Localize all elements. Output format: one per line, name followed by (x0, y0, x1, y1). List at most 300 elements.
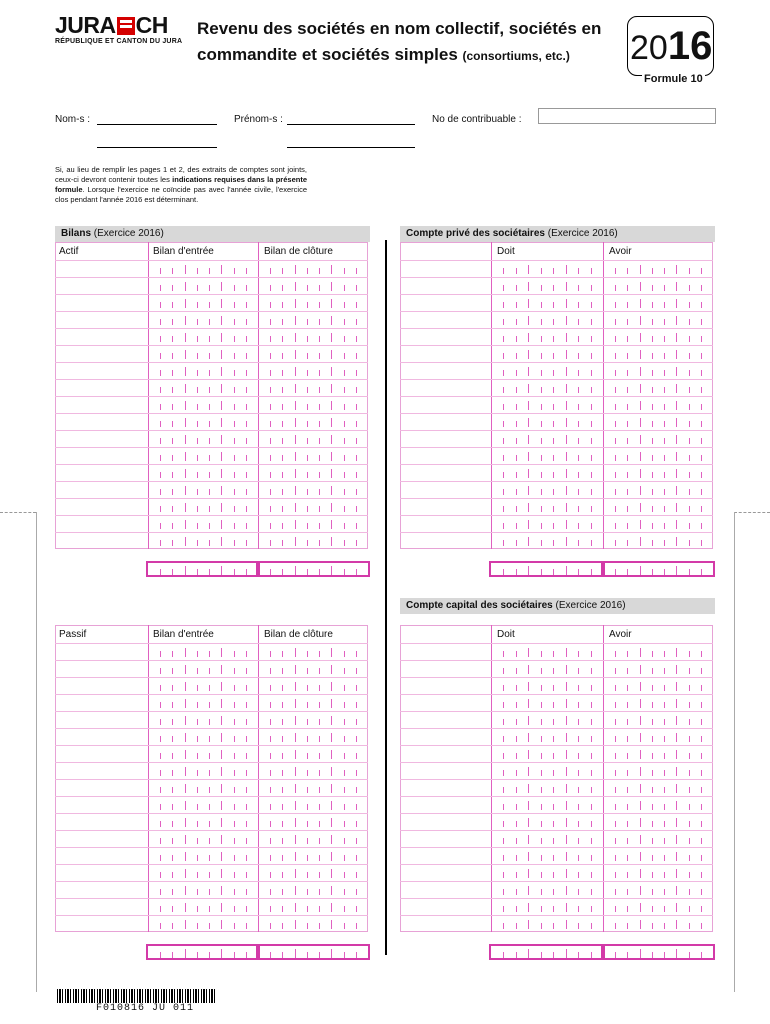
capital-table-amount-cell-1[interactable] (491, 779, 603, 796)
prive-table-label-cell[interactable] (400, 464, 491, 481)
capital-table-label-cell[interactable] (400, 813, 491, 830)
prive-table-amount-cell-2[interactable] (603, 328, 713, 345)
actif-table-tick (185, 503, 186, 512)
actif-table-amount-cell-2[interactable] (258, 532, 368, 549)
capital-table-tick (578, 668, 579, 674)
fold-line-left (36, 512, 37, 992)
prive-table-tick (640, 265, 641, 274)
actif-table-label-cell[interactable] (55, 294, 148, 311)
prive-table-tick (627, 523, 628, 529)
passif-table-label-cell[interactable] (55, 898, 148, 915)
passif-table-amount-cell-2[interactable] (258, 830, 368, 847)
passif-table-total-2[interactable] (258, 944, 370, 960)
passif-table-label-cell[interactable] (55, 660, 148, 677)
actif-table-amount-cell-1[interactable] (148, 413, 258, 430)
actif-table-label-cell[interactable] (55, 396, 148, 413)
capital-table-tick (578, 702, 579, 708)
actif-table-label-cell[interactable] (55, 430, 148, 447)
capital-table-amount-cell-2[interactable] (603, 898, 713, 915)
actif-table-tick (307, 489, 308, 495)
passif-table-amount-cell-1[interactable] (148, 660, 258, 677)
passif-table-amount-cell-2[interactable] (258, 796, 368, 813)
actif-table-label-cell[interactable] (55, 362, 148, 379)
capital-table-amount-cell-2[interactable] (603, 864, 713, 881)
prive-table-amount-cell-2[interactable] (603, 277, 713, 294)
prive-table-tick (566, 452, 567, 461)
actif-table-tick (282, 285, 283, 291)
passif-table-amount-cell-1[interactable] (148, 745, 258, 762)
prive-table-amount-cell-1[interactable] (491, 379, 603, 396)
actif-table-amount-cell-2[interactable] (258, 362, 368, 379)
prive-table-amount-cell-2[interactable] (603, 515, 713, 532)
capital-table-tick (676, 733, 677, 742)
actif-table-tick (295, 520, 296, 529)
prive-table-label-cell[interactable] (400, 328, 491, 345)
passif-table-amount-cell-1[interactable] (148, 813, 258, 830)
passif-table-tick (307, 804, 308, 810)
passif-table-tick (185, 835, 186, 844)
passif-table-tick (270, 787, 271, 793)
passif-table-tick (172, 804, 173, 810)
prive-table-tick (615, 523, 616, 529)
passif-table-label-cell[interactable] (55, 864, 148, 881)
capital-table-amount-cell-2[interactable] (603, 779, 713, 796)
passif-table-label-cell[interactable] (55, 915, 148, 932)
passif-table-label-cell[interactable] (55, 779, 148, 796)
capital-table-amount-cell-2[interactable] (603, 762, 713, 779)
capital-table-tick (566, 869, 567, 878)
passif-table-amount-cell-2[interactable] (258, 898, 368, 915)
prive-table-amount-cell-2[interactable] (603, 447, 713, 464)
passif-table-amount-cell-1[interactable] (148, 915, 258, 932)
prive-table-amount-cell-2[interactable] (603, 294, 713, 311)
actif-table-label-cell[interactable] (55, 277, 148, 294)
capital-table-amount-cell-2[interactable] (603, 813, 713, 830)
prive-table-amount-cell-2[interactable] (603, 481, 713, 498)
passif-table-label-cell[interactable] (55, 830, 148, 847)
prive-table-amount-cell-2[interactable] (603, 413, 713, 430)
capital-table-amount-cell-2[interactable] (603, 643, 713, 660)
passif-table-amount-cell-1[interactable] (148, 847, 258, 864)
passif-table-tick (282, 906, 283, 912)
actif-table-label-cell[interactable] (55, 515, 148, 532)
prive-table-label-cell[interactable] (400, 413, 491, 430)
fold-mark-left (0, 512, 36, 513)
capital-table-amount-cell-2[interactable] (603, 830, 713, 847)
passif-table-amount-cell-1[interactable] (148, 677, 258, 694)
prive-table-tick (553, 489, 554, 495)
prive-table-label-cell[interactable] (400, 430, 491, 447)
capital-table-tick (615, 787, 616, 793)
center-separator (385, 240, 387, 955)
actif-table-label-cell[interactable] (55, 345, 148, 362)
prive-table-label-cell[interactable] (400, 260, 491, 277)
prive-table-label-cell[interactable] (400, 311, 491, 328)
prive-table-amount-cell-1[interactable] (491, 328, 603, 345)
passif-table-tick (160, 838, 161, 844)
capital-table-amount-cell-1[interactable] (491, 711, 603, 728)
actif-table-total-1[interactable] (146, 561, 258, 577)
prive-table-label-cell[interactable] (400, 396, 491, 413)
actif-table-tick (331, 469, 332, 478)
passif-table-amount-cell-2[interactable] (258, 711, 368, 728)
prive-table-label-cell[interactable] (400, 277, 491, 294)
prive-table-label-cell[interactable] (400, 515, 491, 532)
passif-table-amount-cell-1[interactable] (148, 898, 258, 915)
prive-table-total-2[interactable] (603, 561, 715, 577)
actif-table-amount-cell-2[interactable] (258, 294, 368, 311)
prive-table-label-cell[interactable] (400, 498, 491, 515)
capital-table-amount-cell-2[interactable] (603, 660, 713, 677)
passif-table-label-cell[interactable] (55, 643, 148, 660)
passif-table-amount-cell-2[interactable] (258, 881, 368, 898)
capital-table-amount-cell-1[interactable] (491, 864, 603, 881)
capital-table-amount-cell-1[interactable] (491, 881, 603, 898)
actif-table-amount-cell-2[interactable] (258, 260, 368, 277)
actif-table-label-cell[interactable] (55, 481, 148, 498)
capital-table-tick (541, 719, 542, 725)
prive-table-amount-cell-1[interactable] (491, 311, 603, 328)
prive-table-amount-cell-1[interactable] (491, 532, 603, 549)
passif-table-label-cell[interactable] (55, 796, 148, 813)
capital-table-label-cell[interactable] (400, 830, 491, 847)
passif-table-amount-cell-2[interactable] (258, 643, 368, 660)
prive-table-amount-cell-2[interactable] (603, 362, 713, 379)
actif-table-label-cell[interactable] (55, 379, 148, 396)
actif-table-amount-cell-2[interactable] (258, 277, 368, 294)
prive-table-amount-cell-2[interactable] (603, 379, 713, 396)
compte-prive-title: Compte privé des sociétaires (406, 228, 545, 239)
actif-table-amount-cell-1[interactable] (148, 447, 258, 464)
passif-table-tick (356, 889, 357, 895)
prive-table-label-cell[interactable] (400, 447, 491, 464)
capital-table-label-cell[interactable] (400, 898, 491, 915)
prive-table-amount-cell-1[interactable] (491, 430, 603, 447)
actif-table-amount-cell-1[interactable] (148, 345, 258, 362)
actif-table-amount-cell-1[interactable] (148, 481, 258, 498)
actif-table-amount-cell-1[interactable] (148, 515, 258, 532)
prive-table-tick (541, 455, 542, 461)
nom-field-2[interactable] (97, 147, 217, 148)
actif-table-label-cell[interactable] (55, 260, 148, 277)
capital-table-amount-cell-1[interactable] (491, 898, 603, 915)
passif-table-amount-cell-1[interactable] (148, 864, 258, 881)
passif-table-tick (197, 838, 198, 844)
prive-table-amount-cell-1[interactable] (491, 396, 603, 413)
capital-table-amount-cell-2[interactable] (603, 796, 713, 813)
actif-table-total-2[interactable] (258, 561, 370, 577)
compte-capital-header (400, 598, 715, 614)
passif-table-label-cell[interactable] (55, 813, 148, 830)
capital-table-tick (627, 855, 628, 861)
passif-table-label-cell[interactable] (55, 728, 148, 745)
passif-table-amount-cell-2[interactable] (258, 779, 368, 796)
capital-table-label-cell[interactable] (400, 864, 491, 881)
capital-table-label-cell[interactable] (400, 796, 491, 813)
passif-table-amount-cell-2[interactable] (258, 728, 368, 745)
capital-table-amount-cell-2[interactable] (603, 694, 713, 711)
actif-table-label-cell[interactable] (55, 447, 148, 464)
prive-table-amount-cell-2[interactable] (603, 260, 713, 277)
actif-table-amount-cell-2[interactable] (258, 396, 368, 413)
capital-table-tick (553, 872, 554, 878)
passif-table-amount-cell-2[interactable] (258, 677, 368, 694)
capital-table-label-cell[interactable] (400, 915, 491, 932)
actif-table-tick (160, 455, 161, 461)
capital-table-amount-cell-1[interactable] (491, 796, 603, 813)
actif-table-amount-cell-1[interactable] (148, 464, 258, 481)
prive-table-label-cell[interactable] (400, 345, 491, 362)
passif-table-amount-cell-1[interactable] (148, 762, 258, 779)
capital-table-tick (652, 685, 653, 691)
actif-table-tick (209, 285, 210, 291)
actif-table-amount-cell-1[interactable] (148, 430, 258, 447)
actif-table-amount-cell-1[interactable] (148, 311, 258, 328)
passif-table-amount-cell-2[interactable] (258, 847, 368, 864)
capital-table-amount-cell-2[interactable] (603, 745, 713, 762)
prive-table-label-cell[interactable] (400, 379, 491, 396)
prive-table-label-cell[interactable] (400, 532, 491, 549)
prive-table-label-cell[interactable] (400, 362, 491, 379)
passif-table-amount-cell-1[interactable] (148, 694, 258, 711)
passif-table-tick (295, 699, 296, 708)
passif-table-label-cell[interactable] (55, 711, 148, 728)
prive-table-amount-cell-1[interactable] (491, 277, 603, 294)
capital-table-amount-cell-2[interactable] (603, 728, 713, 745)
actif-table-amount-cell-1[interactable] (148, 396, 258, 413)
capital-table-total-2[interactable] (603, 944, 715, 960)
passif-table-tick (172, 787, 173, 793)
actif-table-tick (209, 370, 210, 376)
passif-table-tick (356, 821, 357, 827)
actif-table-tick (344, 540, 345, 546)
actif-table-label-cell[interactable] (55, 464, 148, 481)
prive-table-tick (578, 506, 579, 512)
capital-table-label-cell[interactable] (400, 762, 491, 779)
passif-table-tick (307, 821, 308, 827)
capital-table-total-1[interactable] (489, 944, 603, 960)
capital-table-label-cell[interactable] (400, 677, 491, 694)
capital-table-amount-cell-1[interactable] (491, 915, 603, 932)
capital-table-label-cell[interactable] (400, 728, 491, 745)
actif-table-tick (185, 452, 186, 461)
capital-table-amount-cell-1[interactable] (491, 830, 603, 847)
passif-table-tick (282, 702, 283, 708)
passif-table-tick (307, 889, 308, 895)
passif-table-amount-cell-1[interactable] (148, 711, 258, 728)
capital-table-amount-cell-2[interactable] (603, 881, 713, 898)
capital-table-label-cell[interactable] (400, 745, 491, 762)
prive-table-amount-cell-2[interactable] (603, 396, 713, 413)
capital-table-label-cell[interactable] (400, 881, 491, 898)
passif-table-label-cell[interactable] (55, 745, 148, 762)
capital-table-total-tick (578, 952, 579, 958)
passif-table-total-1[interactable] (146, 944, 258, 960)
passif-table-amount-cell-1[interactable] (148, 796, 258, 813)
actif-table-amount-cell-2[interactable] (258, 345, 368, 362)
capital-table-tick (664, 889, 665, 895)
capital-table-amount-cell-1[interactable] (491, 745, 603, 762)
capital-table-amount-cell-2[interactable] (603, 847, 713, 864)
actif-table-tick (319, 387, 320, 393)
actif-table-amount-cell-2[interactable] (258, 481, 368, 498)
passif-table-amount-cell-2[interactable] (258, 864, 368, 881)
actif-table-amount-cell-2[interactable] (258, 498, 368, 515)
passif-table-tick (209, 736, 210, 742)
capital-table-label-cell[interactable] (400, 694, 491, 711)
prive-table-tick (640, 503, 641, 512)
actif-table-tick (344, 285, 345, 291)
capital-table-amount-cell-1[interactable] (491, 762, 603, 779)
prive-table-amount-cell-1[interactable] (491, 498, 603, 515)
prive-table-amount-cell-1[interactable] (491, 413, 603, 430)
prive-table-amount-cell-2[interactable] (603, 464, 713, 481)
passif-table-amount-cell-2[interactable] (258, 694, 368, 711)
prive-table-label-cell[interactable] (400, 294, 491, 311)
passif-table-amount-cell-1[interactable] (148, 779, 258, 796)
passif-table-amount-cell-1[interactable] (148, 643, 258, 660)
prive-table-amount-cell-2[interactable] (603, 311, 713, 328)
capital-table-amount-cell-1[interactable] (491, 847, 603, 864)
prive-table-amount-cell-2[interactable] (603, 532, 713, 549)
actif-table-tick (270, 421, 271, 427)
capital-table-tick (528, 682, 529, 691)
passif-table-tick (270, 668, 271, 674)
prive-table-amount-cell-1[interactable] (491, 294, 603, 311)
capital-table-label-cell[interactable] (400, 711, 491, 728)
actif-table-amount-cell-1[interactable] (148, 294, 258, 311)
capital-table-tick (689, 838, 690, 844)
capital-table-tick (615, 838, 616, 844)
capital-table-amount-cell-2[interactable] (603, 711, 713, 728)
actif-table-tick (197, 438, 198, 444)
actif-table-tick (270, 268, 271, 274)
capital-table-label-cell[interactable] (400, 847, 491, 864)
prive-table-amount-cell-2[interactable] (603, 345, 713, 362)
passif-table-label-cell[interactable] (55, 677, 148, 694)
nom-field[interactable] (97, 124, 217, 125)
actif-table-tick (295, 282, 296, 291)
capital-table-amount-cell-1[interactable] (491, 694, 603, 711)
actif-table-tick (172, 421, 173, 427)
prive-table-amount-cell-1[interactable] (491, 481, 603, 498)
actif-table-amount-cell-2[interactable] (258, 464, 368, 481)
passif-table-tick (270, 685, 271, 691)
actif-table-tick (295, 418, 296, 427)
passif-table-amount-cell-2[interactable] (258, 762, 368, 779)
actif-table-amount-cell-2[interactable] (258, 379, 368, 396)
prive-table-tick (676, 469, 677, 478)
contribuable-field[interactable] (538, 108, 716, 124)
actif-table-tick (319, 523, 320, 529)
prenom-field-2[interactable] (287, 147, 415, 148)
actif-table-tick (356, 268, 357, 274)
prive-table-total-1[interactable] (489, 561, 603, 577)
capital-table-tick (553, 804, 554, 810)
prive-table-amount-cell-1[interactable] (491, 515, 603, 532)
passif-table-tick (160, 651, 161, 657)
prive-table-tick (664, 353, 665, 359)
prive-table-tick (503, 421, 504, 427)
actif-table-amount-cell-2[interactable] (258, 328, 368, 345)
prive-table-tick (640, 452, 641, 461)
actif-table-amount-cell-1[interactable] (148, 328, 258, 345)
prive-table-amount-cell-1[interactable] (491, 464, 603, 481)
prive-table-tick (615, 438, 616, 444)
prive-table-amount-cell-2[interactable] (603, 430, 713, 447)
capital-table-tick (503, 838, 504, 844)
actif-table-tick (160, 302, 161, 308)
logo (55, 13, 168, 37)
actif-table-amount-cell-1[interactable] (148, 379, 258, 396)
passif-table-amount-cell-1[interactable] (148, 830, 258, 847)
passif-table-amount-cell-2[interactable] (258, 813, 368, 830)
capital-table-amount-cell-1[interactable] (491, 728, 603, 745)
prive-table-amount-cell-1[interactable] (491, 447, 603, 464)
capital-table-amount-cell-1[interactable] (491, 660, 603, 677)
capital-table-amount-cell-2[interactable] (603, 915, 713, 932)
actif-table-amount-cell-1[interactable] (148, 532, 258, 549)
actif-table-amount-cell-2[interactable] (258, 515, 368, 532)
passif-table-amount-cell-2[interactable] (258, 915, 368, 932)
passif-table-label-cell[interactable] (55, 762, 148, 779)
actif-table-amount-cell-2[interactable] (258, 413, 368, 430)
passif-table-tick (356, 787, 357, 793)
passif-table-amount-cell-2[interactable] (258, 745, 368, 762)
actif-table-label-cell[interactable] (55, 532, 148, 549)
actif-table-amount-cell-2[interactable] (258, 311, 368, 328)
capital-table-tick (615, 906, 616, 912)
actif-table-tick (307, 438, 308, 444)
actif-table-amount-cell-2[interactable] (258, 447, 368, 464)
capital-table-amount-cell-1[interactable] (491, 643, 603, 660)
actif-table-amount-cell-1[interactable] (148, 260, 258, 277)
prive-table-amount-cell-1[interactable] (491, 362, 603, 379)
capital-table-amount-cell-2[interactable] (603, 677, 713, 694)
prive-table-amount-cell-2[interactable] (603, 498, 713, 515)
passif-table-amount-cell-1[interactable] (148, 881, 258, 898)
actif-table-label-cell[interactable] (55, 413, 148, 430)
prive-table-amount-cell-1[interactable] (491, 345, 603, 362)
actif-table-amount-cell-2[interactable] (258, 430, 368, 447)
passif-table-label-cell[interactable] (55, 881, 148, 898)
passif-table-amount-cell-1[interactable] (148, 728, 258, 745)
capital-table-tick (553, 651, 554, 657)
capital-table-amount-cell-1[interactable] (491, 813, 603, 830)
passif-table-label-cell[interactable] (55, 847, 148, 864)
capital-table-label-cell[interactable] (400, 643, 491, 660)
capital-table-tick (528, 665, 529, 674)
actif-table-tick (331, 486, 332, 495)
passif-table-label-cell[interactable] (55, 694, 148, 711)
prive-table-amount-cell-1[interactable] (491, 260, 603, 277)
actif-table-amount-cell-1[interactable] (148, 362, 258, 379)
actif-table-amount-cell-1[interactable] (148, 277, 258, 294)
capital-table-amount-cell-1[interactable] (491, 677, 603, 694)
actif-table-label-cell[interactable] (55, 498, 148, 515)
prive-table-tick (615, 540, 616, 546)
capital-table-label-cell[interactable] (400, 660, 491, 677)
actif-table-amount-cell-1[interactable] (148, 498, 258, 515)
passif-table-amount-cell-2[interactable] (258, 660, 368, 677)
prive-table-label-cell[interactable] (400, 481, 491, 498)
capital-table-tick (528, 716, 529, 725)
passif-table-tick (209, 702, 210, 708)
capital-table-label-cell[interactable] (400, 779, 491, 796)
prenom-field[interactable] (287, 124, 415, 125)
actif-table-label-cell[interactable] (55, 311, 148, 328)
actif-table-label-cell[interactable] (55, 328, 148, 345)
